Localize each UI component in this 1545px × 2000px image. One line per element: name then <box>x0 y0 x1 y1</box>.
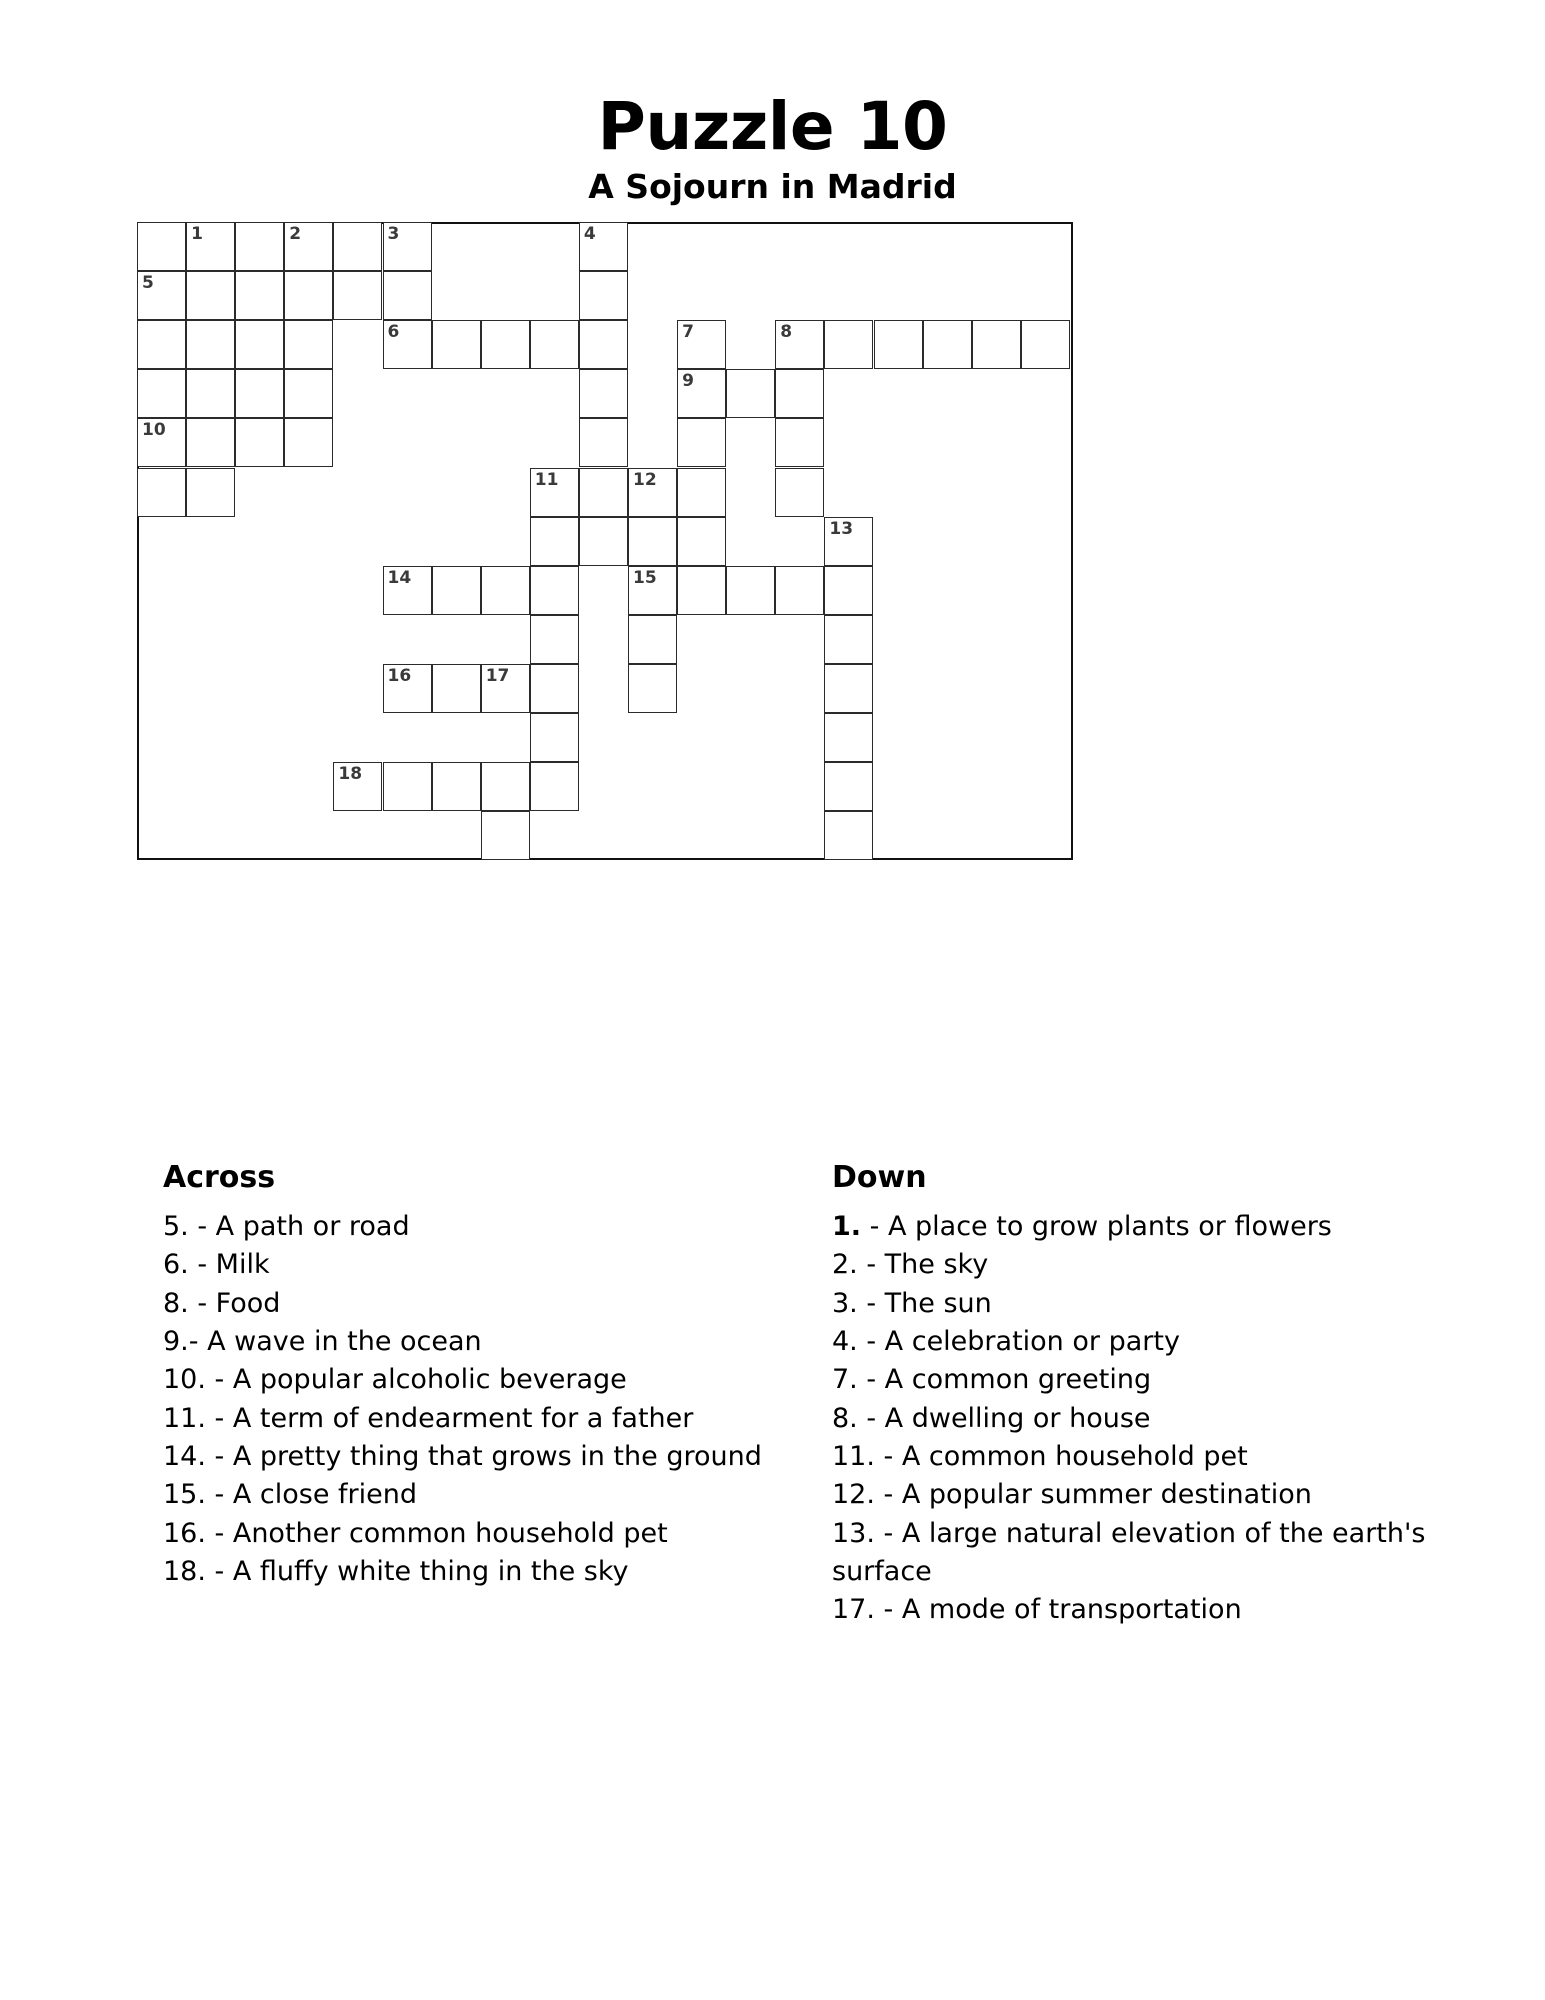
clue-item: 8. - Food <box>163 1287 281 1319</box>
crossword-cell[interactable] <box>186 468 235 517</box>
cell-number: 10 <box>142 420 166 441</box>
cell-number: 17 <box>485 665 510 686</box>
crossword-cell[interactable] <box>137 320 186 369</box>
crossword-cell[interactable] <box>972 320 1021 369</box>
clue-item: 17. - A mode of transportation <box>832 1594 1242 1626</box>
cell-number: 6 <box>387 322 400 343</box>
clue-item: 18. - A fluffy white thing in the sky <box>163 1555 629 1587</box>
crossword-cell[interactable] <box>775 418 824 467</box>
clue-item: 11. - A term of endearment for a father <box>163 1402 694 1434</box>
cell-number: 7 <box>682 322 694 343</box>
crossword-cell[interactable] <box>333 271 382 320</box>
crossword-cell[interactable] <box>186 271 235 320</box>
crossword-cell[interactable] <box>235 369 284 418</box>
crossword-cell[interactable] <box>186 418 235 467</box>
crossword-cell[interactable] <box>726 369 775 418</box>
crossword-cell[interactable] <box>481 811 530 860</box>
clues-section <box>0 1160 1545 1680</box>
crossword-cell[interactable] <box>677 369 726 418</box>
clue-item: 16. - Another common household pet <box>163 1517 668 1549</box>
crossword-cell[interactable] <box>284 369 333 418</box>
down-clues-column <box>832 1160 1472 1630</box>
crossword-cell[interactable] <box>530 615 579 664</box>
crossword-cell[interactable] <box>579 320 628 369</box>
crossword-cell[interactable] <box>628 615 677 664</box>
crossword-cell[interactable] <box>284 320 333 369</box>
cell-number: 4 <box>583 224 596 244</box>
crossword-cell[interactable] <box>284 418 333 467</box>
crossword-cell[interactable] <box>775 320 824 369</box>
clue-number: 1. <box>832 1211 862 1242</box>
cell-number: 5 <box>142 273 154 294</box>
crossword-cell[interactable] <box>628 517 677 566</box>
clue-item: 1. - A place to grow plants or flowers <box>832 1211 1332 1242</box>
cell-number: 14 <box>387 567 412 588</box>
clue-item: 11. - A common household pet <box>832 1440 1248 1472</box>
down-clue-list <box>832 1208 1472 1630</box>
crossword-cell[interactable] <box>923 320 972 369</box>
page-title: Puzzle 10 <box>597 88 948 166</box>
crossword-cell[interactable] <box>530 713 579 762</box>
crossword-cell[interactable] <box>824 566 873 615</box>
crossword-cell[interactable] <box>726 566 775 615</box>
crossword-cell[interactable] <box>481 320 530 369</box>
cell-number: 15 <box>633 567 657 588</box>
clue-item: 2. - The sky <box>832 1249 989 1281</box>
clue-item: 8. - A dwelling or house <box>832 1402 1151 1434</box>
cell-number: 1 <box>191 224 203 244</box>
crossword-cell[interactable] <box>333 762 382 811</box>
crossword-cell[interactable] <box>824 762 873 811</box>
crossword-cell[interactable] <box>775 566 824 615</box>
clue-item: 15. - A close friend <box>163 1479 417 1511</box>
crossword-cell[interactable] <box>383 320 432 369</box>
crossword-cell[interactable] <box>677 566 726 615</box>
crossword-cell[interactable] <box>284 271 333 320</box>
crossword-cell[interactable] <box>579 468 628 517</box>
crossword-cell[interactable] <box>677 468 726 517</box>
crossword-cell[interactable] <box>530 762 579 811</box>
crossword-cell[interactable] <box>824 615 873 664</box>
crossword-cell[interactable] <box>481 664 530 713</box>
crossword-grid[interactable] <box>137 222 1073 860</box>
across-clues-column <box>163 1160 823 1591</box>
cell-number: 2 <box>289 224 302 244</box>
crossword-cell[interactable] <box>530 517 579 566</box>
crossword-cell[interactable] <box>383 566 432 615</box>
clue-item: 3. - The sun <box>832 1287 992 1319</box>
crossword-cell[interactable] <box>677 320 726 369</box>
crossword-cell[interactable] <box>824 320 873 369</box>
crossword-cell[interactable] <box>235 222 284 271</box>
crossword-cell[interactable] <box>383 271 432 320</box>
crossword-cell[interactable] <box>628 468 677 517</box>
cell-number: 13 <box>829 518 854 539</box>
crossword-cell[interactable] <box>824 713 873 762</box>
crossword-cell[interactable] <box>432 762 481 811</box>
crossword-cell[interactable] <box>775 468 824 517</box>
crossword-cell[interactable] <box>137 418 186 467</box>
down-heading: Down <box>832 1160 927 1195</box>
crossword-cell[interactable] <box>628 664 677 713</box>
crossword-cell[interactable] <box>481 762 530 811</box>
clue-item: 9.- A wave in the ocean <box>163 1325 482 1357</box>
cell-number: 11 <box>534 469 559 490</box>
crossword-cell[interactable] <box>677 517 726 566</box>
cell-number: 16 <box>387 665 412 686</box>
crossword-cell[interactable] <box>284 222 333 271</box>
crossword-cell[interactable] <box>186 369 235 418</box>
crossword-cell[interactable] <box>874 320 923 369</box>
crossword-cell[interactable] <box>579 222 628 271</box>
crossword-cell[interactable] <box>530 320 579 369</box>
crossword-cell[interactable] <box>432 320 481 369</box>
clue-item: 13. - A large natural elevation of the earth's surface <box>832 1517 1426 1587</box>
crossword-cell[interactable] <box>432 664 481 713</box>
clue-item: 14. - A pretty thing that grows in the ground <box>163 1440 762 1472</box>
across-clue-list <box>163 1208 823 1591</box>
crossword-cell[interactable] <box>824 664 873 713</box>
crossword-cell[interactable] <box>383 222 432 271</box>
crossword-cell[interactable] <box>383 762 432 811</box>
crossword-cell[interactable] <box>432 566 481 615</box>
crossword-cell[interactable] <box>235 418 284 467</box>
cell-number: 18 <box>338 764 363 785</box>
crossword-cell[interactable] <box>186 222 235 271</box>
crossword-cell[interactable] <box>579 271 628 320</box>
cell-number: 8 <box>780 322 793 343</box>
crossword-cell[interactable] <box>579 517 628 566</box>
cell-number: 12 <box>633 469 657 490</box>
crossword-cell[interactable] <box>481 566 530 615</box>
clue-item: 4. - A celebration or party <box>832 1325 1180 1357</box>
crossword-cell[interactable] <box>235 320 284 369</box>
clue-item: 10. - A popular alcoholic beverage <box>163 1364 627 1396</box>
crossword-cell[interactable] <box>530 566 579 615</box>
crossword-cell[interactable] <box>137 369 186 418</box>
crossword-cell[interactable] <box>1021 320 1070 369</box>
crossword-cell[interactable] <box>530 664 579 713</box>
crossword-cell[interactable] <box>186 320 235 369</box>
crossword-cell[interactable] <box>530 468 579 517</box>
crossword-cell[interactable] <box>824 517 873 566</box>
crossword-cell[interactable] <box>137 468 186 517</box>
crossword-cell[interactable] <box>677 418 726 467</box>
crossword-cell[interactable] <box>235 271 284 320</box>
cell-number: 9 <box>682 371 694 392</box>
crossword-cell[interactable] <box>579 418 628 467</box>
cell-number: 3 <box>387 224 400 244</box>
crossword-cell[interactable] <box>383 664 432 713</box>
clue-item: 5. - A path or road <box>163 1211 410 1242</box>
crossword-cell[interactable] <box>137 222 186 271</box>
across-heading: Across <box>163 1160 276 1195</box>
crossword-cell[interactable] <box>775 369 824 418</box>
clue-item: 12. - A popular summer destination <box>832 1479 1312 1511</box>
clue-item: 7. - A common greeting <box>832 1364 1152 1396</box>
crossword-cell[interactable] <box>824 811 873 860</box>
page-subtitle: A Sojourn in Madrid <box>588 167 957 207</box>
crossword-cell[interactable] <box>333 222 382 271</box>
crossword-cell[interactable] <box>579 369 628 418</box>
crossword-cell[interactable] <box>628 566 677 615</box>
crossword-cell[interactable] <box>137 271 186 320</box>
clue-item: 6. - Milk <box>163 1249 270 1281</box>
